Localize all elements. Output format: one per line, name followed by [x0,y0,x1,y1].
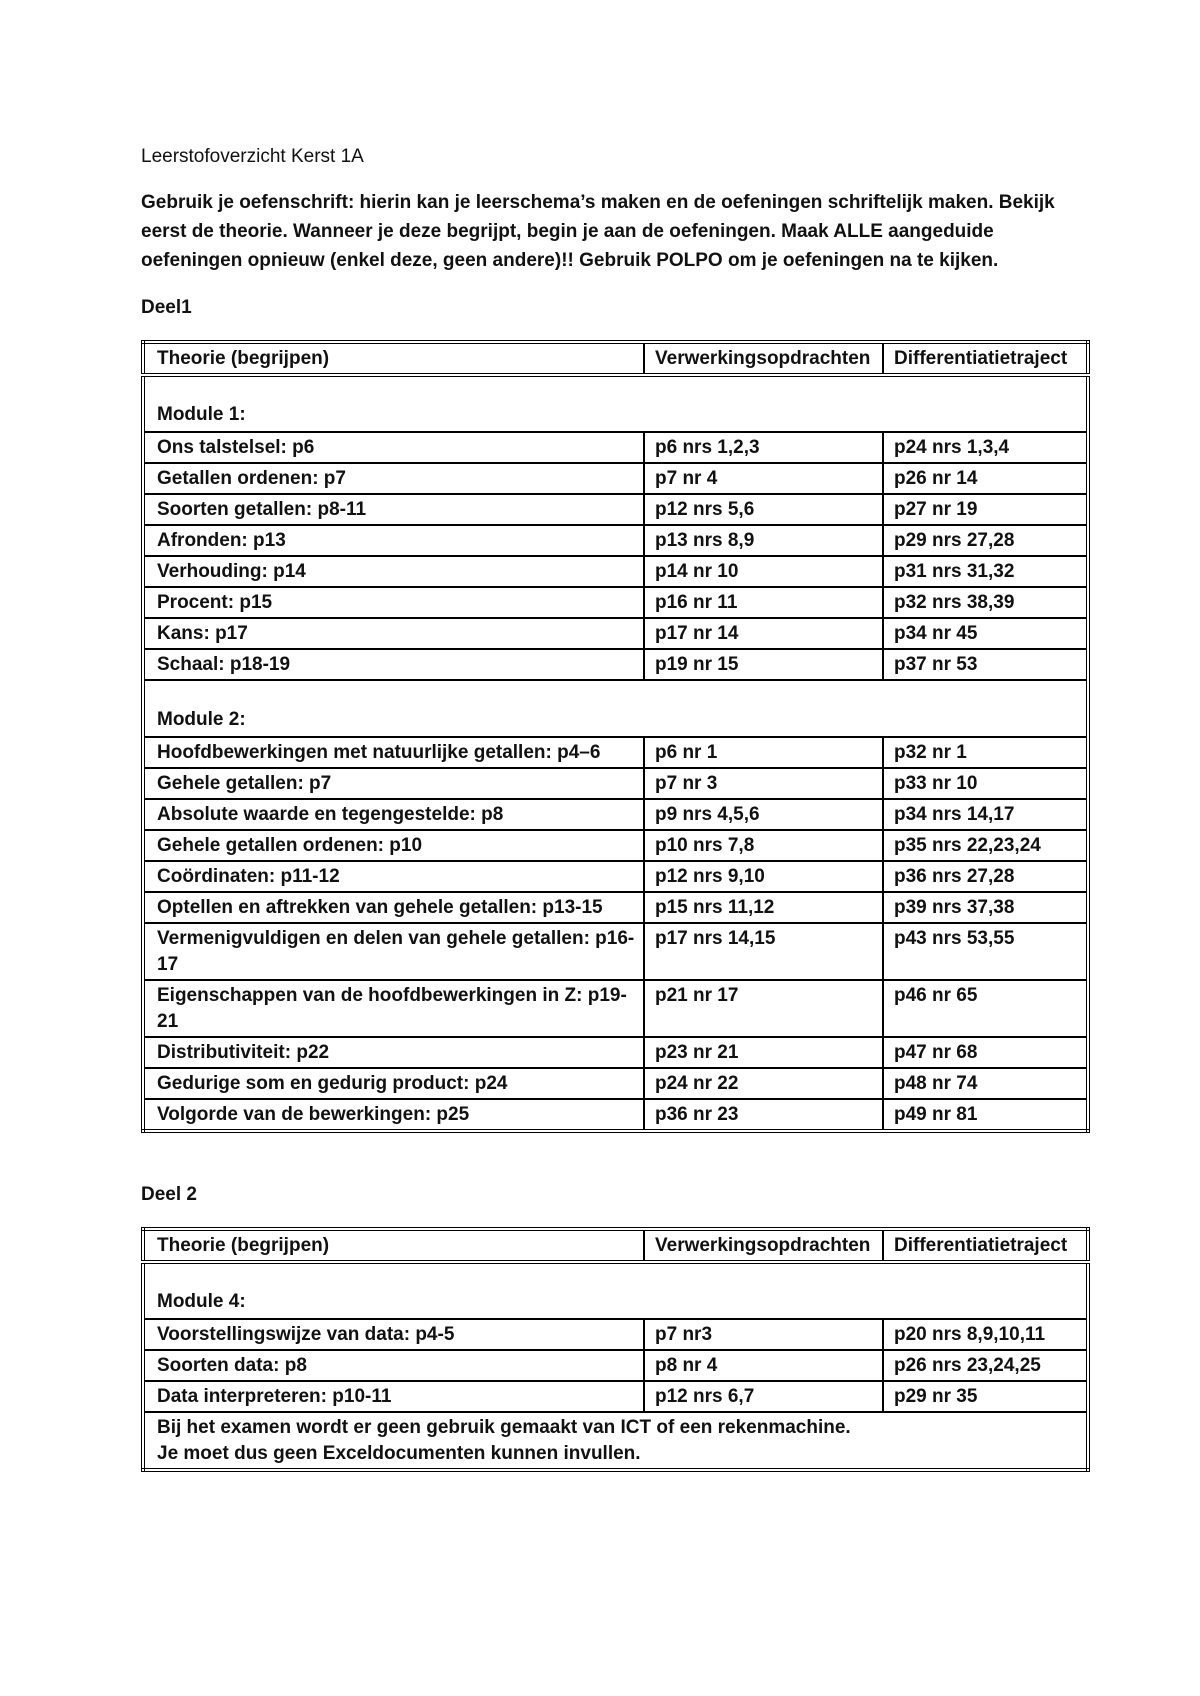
topic-cell: Voorstellingswijze van data: p4-5 [143,1319,644,1350]
table-row [143,830,1088,861]
exercise-cell: p24 nr 22 [644,1068,883,1099]
differentiation-cell: p49 nr 81 [883,1099,1088,1131]
exercise-cell: p6 nr 1 [644,737,883,768]
differentiation-cell: p37 nr 53 [883,649,1088,680]
exercise-cell: p14 nr 10 [644,556,883,587]
table-row [143,618,1088,649]
exercise-cell: p13 nrs 8,9 [644,525,883,556]
differentiation-cell: p32 nr 1 [883,737,1088,768]
differentiation-cell: p34 nr 45 [883,618,1088,649]
topic-cell: Absolute waarde en tegengestelde: p8 [143,799,644,830]
topic-cell: Schaal: p18-19 [143,649,644,680]
table-row [143,525,1088,556]
exercise-cell: p7 nr 3 [644,768,883,799]
topic-cell: Ons talstelsel: p6 [143,432,644,463]
table-row [143,861,1088,892]
table-row [143,463,1088,494]
exercise-cell: p6 nrs 1,2,3 [644,432,883,463]
exercise-cell: p36 nr 23 [644,1099,883,1131]
topic-cell: Procent: p15 [143,587,644,618]
topic-cell: Gedurige som en gedurig product: p24 [143,1068,644,1099]
module-heading: Module 2: [143,680,1088,737]
topic-cell: Verhouding: p14 [143,556,644,587]
differentiation-cell: p47 nr 68 [883,1037,1088,1068]
differentiation-cell: p29 nrs 27,28 [883,525,1088,556]
exercise-cell: p10 nrs 7,8 [644,830,883,861]
table-row [143,587,1088,618]
differentiation-cell: p46 nr 65 [883,980,1088,1037]
differentiation-cell: p34 nrs 14,17 [883,799,1088,830]
section-heading-deel2: Deel 2 [141,1184,197,1205]
exercise-cell: p21 nr 17 [644,980,883,1037]
topic-cell: Volgorde van de bewerkingen: p25 [143,1099,644,1131]
topic-cell: Eigenschappen van de hoofdbewerkingen in Z: p19-21 [143,980,644,1037]
exercise-cell: p12 nrs 6,7 [644,1381,883,1412]
table-row [143,1099,1088,1131]
exercise-cell: p7 nr3 [644,1319,883,1350]
exercise-cell: p9 nrs 4,5,6 [644,799,883,830]
column-header-exercises: Verwerkingsopdrachten [644,1229,883,1262]
module-row [143,375,1088,432]
table-row [143,980,1088,1037]
topic-cell: Afronden: p13 [143,525,644,556]
table-row [143,892,1088,923]
table-row [143,737,1088,768]
table-row [143,432,1088,463]
topic-cell: Gehele getallen: p7 [143,768,644,799]
exercise-cell: p12 nrs 9,10 [644,861,883,892]
exercise-cell: p19 nr 15 [644,649,883,680]
document-title: Leerstofoverzicht Kerst 1A [141,146,364,167]
topic-cell: Vermenigvuldigen en delen van gehele getallen: p16-17 [143,923,644,980]
exercise-cell: p16 nr 11 [644,587,883,618]
differentiation-cell: p26 nrs 23,24,25 [883,1350,1088,1381]
table-row [143,649,1088,680]
topic-cell: Hoofdbewerkingen met natuurlijke getallen: p4–6 [143,737,644,768]
table-header-row [143,342,1088,375]
differentiation-cell: p20 nrs 8,9,10,11 [883,1319,1088,1350]
exercise-cell: p17 nrs 14,15 [644,923,883,980]
exam-note-line: Bij het examen wordt er geen gebruik gemaakt van ICT of een rekenmachine. [157,1417,851,1438]
exercise-cell: p8 nr 4 [644,1350,883,1381]
differentiation-cell: p43 nrs 53,55 [883,923,1088,980]
exam-note-line: Je moet dus geen Exceldocumenten kunnen invullen. [157,1443,641,1464]
table-row [143,1037,1088,1068]
table-row [143,1068,1088,1099]
exercise-cell: p23 nr 21 [644,1037,883,1068]
topic-cell: Getallen ordenen: p7 [143,463,644,494]
topic-cell: Data interpreteren: p10-11 [143,1381,644,1412]
exam-note [143,1412,1088,1470]
table-row [143,1350,1088,1381]
column-header-theory: Theorie (begrijpen) [143,342,644,375]
table-row [143,768,1088,799]
topic-cell: Soorten data: p8 [143,1350,644,1381]
exercise-cell: p12 nrs 5,6 [644,494,883,525]
table-row [143,1319,1088,1350]
column-header-exercises: Verwerkingsopdrachten [644,342,883,375]
differentiation-cell: p29 nr 35 [883,1381,1088,1412]
differentiation-cell: p35 nrs 22,23,24 [883,830,1088,861]
section-heading-deel1: Deel1 [141,297,192,318]
topic-cell: Gehele getallen ordenen: p10 [143,830,644,861]
topic-cell: Soorten getallen: p8-11 [143,494,644,525]
topic-cell: Distributiviteit: p22 [143,1037,644,1068]
table-row [143,556,1088,587]
instructions-paragraph: Gebruik je oefenschrift: hierin kan je leerschema’s maken en de oefeningen schriftelijk maken. Bekijk eerst de theorie. Wanneer je deze begrijpt, begin je aan de oefeningen. Maak ALLE aangeduide oefeningen opnieuw (enkel deze, geen andere)!! Gebruik POLPO om je oefeningen na te kijken. [141,192,1055,271]
topic-cell: Kans: p17 [143,618,644,649]
overview-table-deel1 [141,340,1090,1133]
differentiation-cell: p39 nrs 37,38 [883,892,1088,923]
exercise-cell: p17 nr 14 [644,618,883,649]
column-header-theory: Theorie (begrijpen) [143,1229,644,1262]
module-row [143,1262,1088,1319]
exercise-cell: p7 nr 4 [644,463,883,494]
table-row [143,494,1088,525]
differentiation-cell: p27 nr 19 [883,494,1088,525]
overview-table-deel2 [141,1227,1090,1472]
differentiation-cell: p36 nrs 27,28 [883,861,1088,892]
exam-note-row [143,1412,1088,1470]
document-body [141,142,1086,1472]
differentiation-cell: p32 nrs 38,39 [883,587,1088,618]
table-row [143,1381,1088,1412]
column-header-differentiation: Differentiatietraject [883,342,1088,375]
module-heading: Module 4: [143,1262,1088,1319]
table-row [143,923,1088,980]
module-heading: Module 1: [143,375,1088,432]
topic-cell: Optellen en aftrekken van gehele getallen: p13-15 [143,892,644,923]
topic-cell: Coördinaten: p11-12 [143,861,644,892]
differentiation-cell: p48 nr 74 [883,1068,1088,1099]
exercise-cell: p15 nrs 11,12 [644,892,883,923]
differentiation-cell: p24 nrs 1,3,4 [883,432,1088,463]
differentiation-cell: p33 nr 10 [883,768,1088,799]
differentiation-cell: p31 nrs 31,32 [883,556,1088,587]
module-row [143,680,1088,737]
differentiation-cell: p26 nr 14 [883,463,1088,494]
table-header-row [143,1229,1088,1262]
column-header-differentiation: Differentiatietraject [883,1229,1088,1262]
table-row [143,799,1088,830]
